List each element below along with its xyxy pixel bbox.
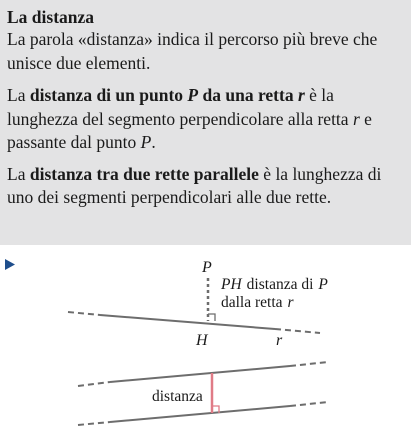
bold-text: distanza tra due rette parallele bbox=[29, 163, 259, 184]
annotation-PH-line2 bbox=[221, 294, 295, 311]
section-marker-icon bbox=[5, 259, 15, 270]
annotation-var-P: P bbox=[318, 276, 328, 293]
label-P: P bbox=[202, 259, 212, 276]
label-H: H bbox=[196, 332, 208, 349]
var-P: P bbox=[140, 132, 152, 152]
text: La bbox=[7, 85, 30, 105]
annotation-PH: PH bbox=[221, 276, 242, 293]
bold-text: da una retta bbox=[198, 85, 298, 105]
label-distanza: distanza bbox=[152, 388, 203, 405]
distance-figure bbox=[0, 245, 411, 437]
bold-text: distanza di un punto bbox=[29, 85, 188, 105]
paragraph-parallel-lines-distance bbox=[7, 163, 401, 210]
var-P: P bbox=[187, 85, 199, 105]
var-r: r bbox=[297, 85, 305, 105]
box-title: La distanza bbox=[7, 7, 95, 27]
text: e passante dal punto bbox=[7, 108, 372, 152]
text: è la lunghezza del segmento perpendicolare alla retta bbox=[7, 85, 353, 129]
var-r: r bbox=[352, 108, 360, 129]
text: è la lunghezza di uno dei segmenti perpendicolari alle due rette. bbox=[7, 163, 382, 207]
paragraph-intro: La parola «distanza» indica il percorso più breve che unisce due elementi. bbox=[7, 29, 378, 73]
annotation-text: distanza di bbox=[246, 276, 314, 293]
annotation-PH-line1 bbox=[220, 276, 328, 293]
text: La bbox=[7, 163, 30, 184]
paragraph-point-line-distance bbox=[7, 84, 401, 155]
parallel-line-top bbox=[78, 362, 328, 386]
annotation-text: dalla retta bbox=[221, 294, 283, 311]
annotation-var-r: r bbox=[287, 294, 294, 311]
text: . bbox=[151, 132, 156, 152]
line-r bbox=[68, 312, 320, 333]
parallel-line-bottom bbox=[78, 402, 328, 425]
label-r: r bbox=[276, 332, 283, 349]
